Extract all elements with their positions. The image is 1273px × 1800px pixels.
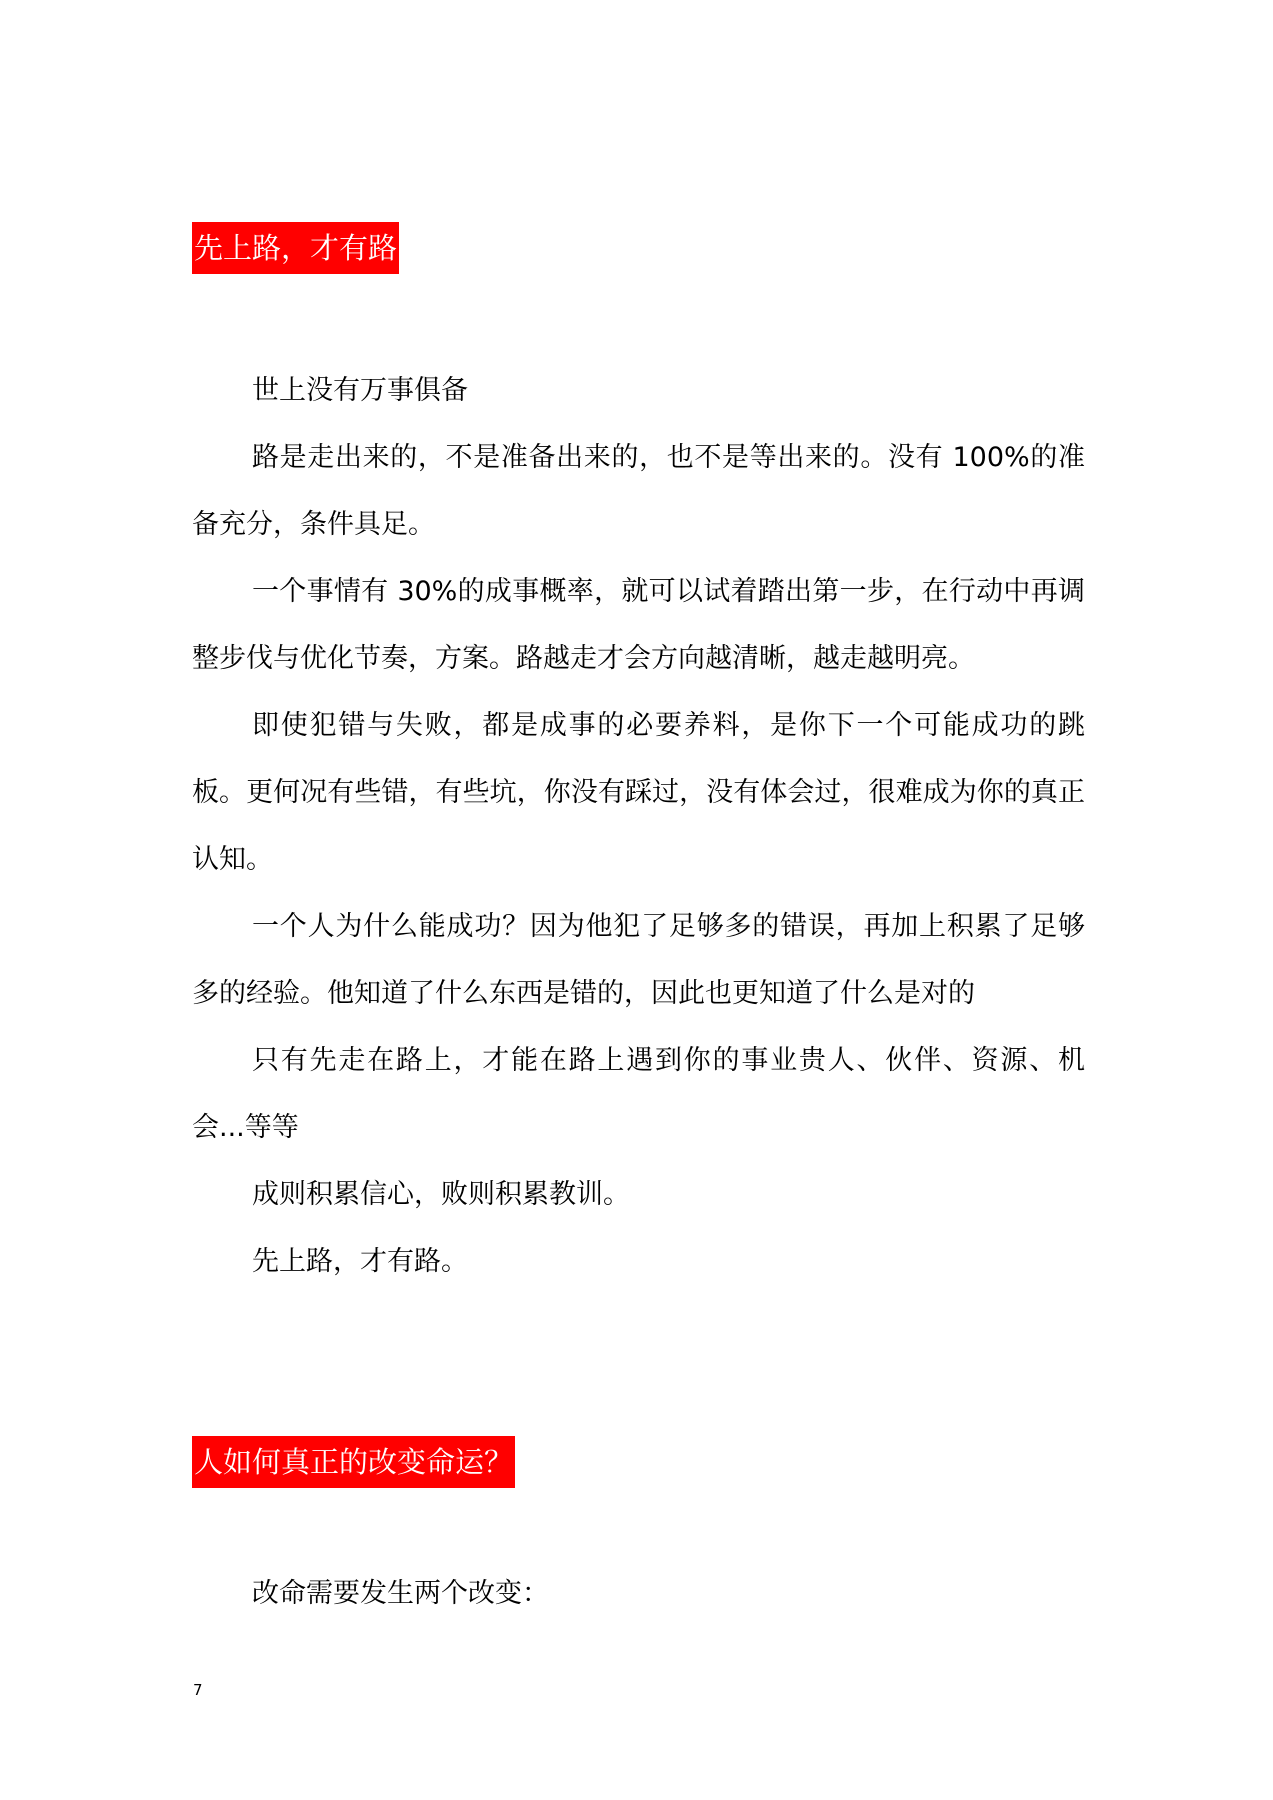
paragraph: 成则积累信心，败则积累教训。	[252, 1179, 630, 1210]
paragraph: 一个事情有 30%的成事概率，就可以试着踏出第一步，在行动中再调整步伐与优化节奏，方案。路越走才会方向越清晰，越走越明亮。	[192, 576, 1085, 674]
page-number: 7	[193, 1681, 203, 1699]
paragraph: 路是走出来的，不是准备出来的，也不是等出来的。没有 100%的准备充分，条件具足。	[192, 442, 1085, 540]
section-heading-2: 人如何真正的改变命运？	[192, 1436, 515, 1488]
paragraph: 改命需要发生两个改变：	[252, 1578, 549, 1609]
paragraph: 世上没有万事俱备	[252, 375, 468, 406]
section-body-2	[192, 1560, 1085, 1627]
paragraph: 即使犯错与失败，都是成事的必要养料，是你下一个可能成功的跳板。更何况有些错，有些坑，你没有踩过，没有体会过，很难成为你的真正认知。	[192, 710, 1085, 875]
paragraph: 一个人为什么能成功？因为他犯了足够多的错误，再加上积累了足够多的经验。他知道了什么东西是错的，因此也更知道了什么是对的	[192, 911, 1085, 1009]
paragraph: 只有先走在路上，才能在路上遇到你的事业贵人、伙伴、资源、机会...等等	[192, 1045, 1085, 1143]
section-heading-1: 先上路，才有路	[192, 222, 399, 274]
paragraph: 先上路，才有路。	[252, 1246, 468, 1277]
section-body-1	[192, 357, 1085, 1295]
